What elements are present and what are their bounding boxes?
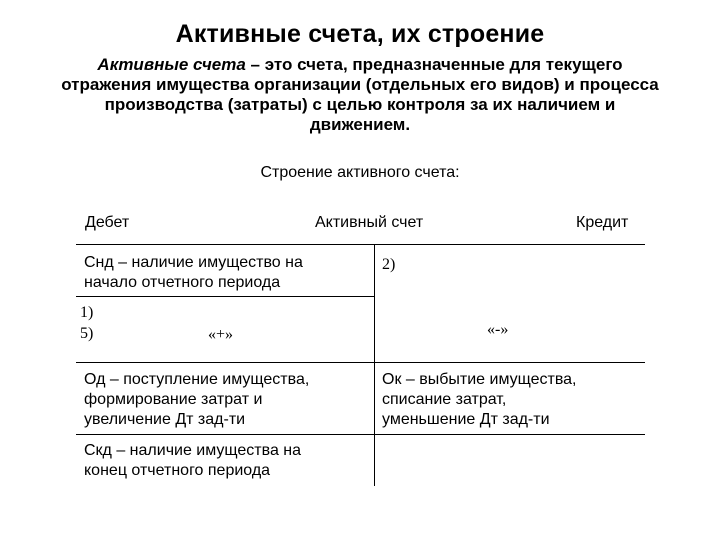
page-title: Активные счета, их строение <box>175 20 545 48</box>
credit-turnover-line-2: списание затрат, <box>382 391 507 408</box>
debit-entry-1: 1) <box>80 304 94 321</box>
definition-term: Активные счета <box>97 55 246 74</box>
debit-turnover-cell <box>84 370 309 430</box>
debit-entry-5: 5) <box>80 325 94 342</box>
credit-divider-2 <box>374 362 645 363</box>
debit-divider-2 <box>76 362 374 363</box>
structure-subtitle: Строение активного счета: <box>260 164 460 181</box>
debit-turnover-line-2: формирование затрат и <box>84 391 263 408</box>
closing-balance-cell <box>84 441 301 481</box>
closing-balance-line-2: конец отчетного периода <box>84 462 271 479</box>
account-name-header: Активный счет <box>315 214 424 231</box>
debit-header: Дебет <box>85 214 130 231</box>
debit-turnover-line-3: увеличение Дт зад-ти <box>84 411 246 428</box>
definition-line-1 <box>30 55 690 75</box>
debit-turnover-line-1: Од – поступление имущества, <box>84 371 310 388</box>
credit-turnover-line-1: Ок – выбытие имущества, <box>382 371 577 388</box>
credit-minus-sign: «-» <box>487 321 509 338</box>
credit-turnover-line-3: уменьшение Дт зад-ти <box>382 411 550 428</box>
debit-plus-sign: «+» <box>208 326 234 343</box>
credit-turnover-cell <box>382 370 577 430</box>
debit-divider-1 <box>76 296 374 297</box>
opening-balance-cell <box>84 253 303 293</box>
opening-balance-line-1: Снд – наличие имущество на <box>84 254 303 271</box>
definition-line-1-rest: – это счета, предназначенные для текущего <box>245 55 623 74</box>
t-account-divider-3 <box>76 434 645 435</box>
definition-line-3: производства (затраты) с целью контроля за их наличием и <box>104 95 616 114</box>
t-account-center-line <box>374 244 375 486</box>
opening-balance-line-2: начало отчетного периода <box>84 274 281 291</box>
t-account-top-line <box>76 244 645 245</box>
definition-line-4: движением. <box>309 115 411 134</box>
credit-header: Кредит <box>576 214 629 231</box>
definition-line-2: отражения имущества организации (отдельных его видов) и процесса <box>61 75 659 94</box>
credit-entry-2: 2) <box>382 256 396 273</box>
definition-text <box>30 55 690 135</box>
closing-balance-line-1: Скд – наличие имущества на <box>84 442 302 459</box>
